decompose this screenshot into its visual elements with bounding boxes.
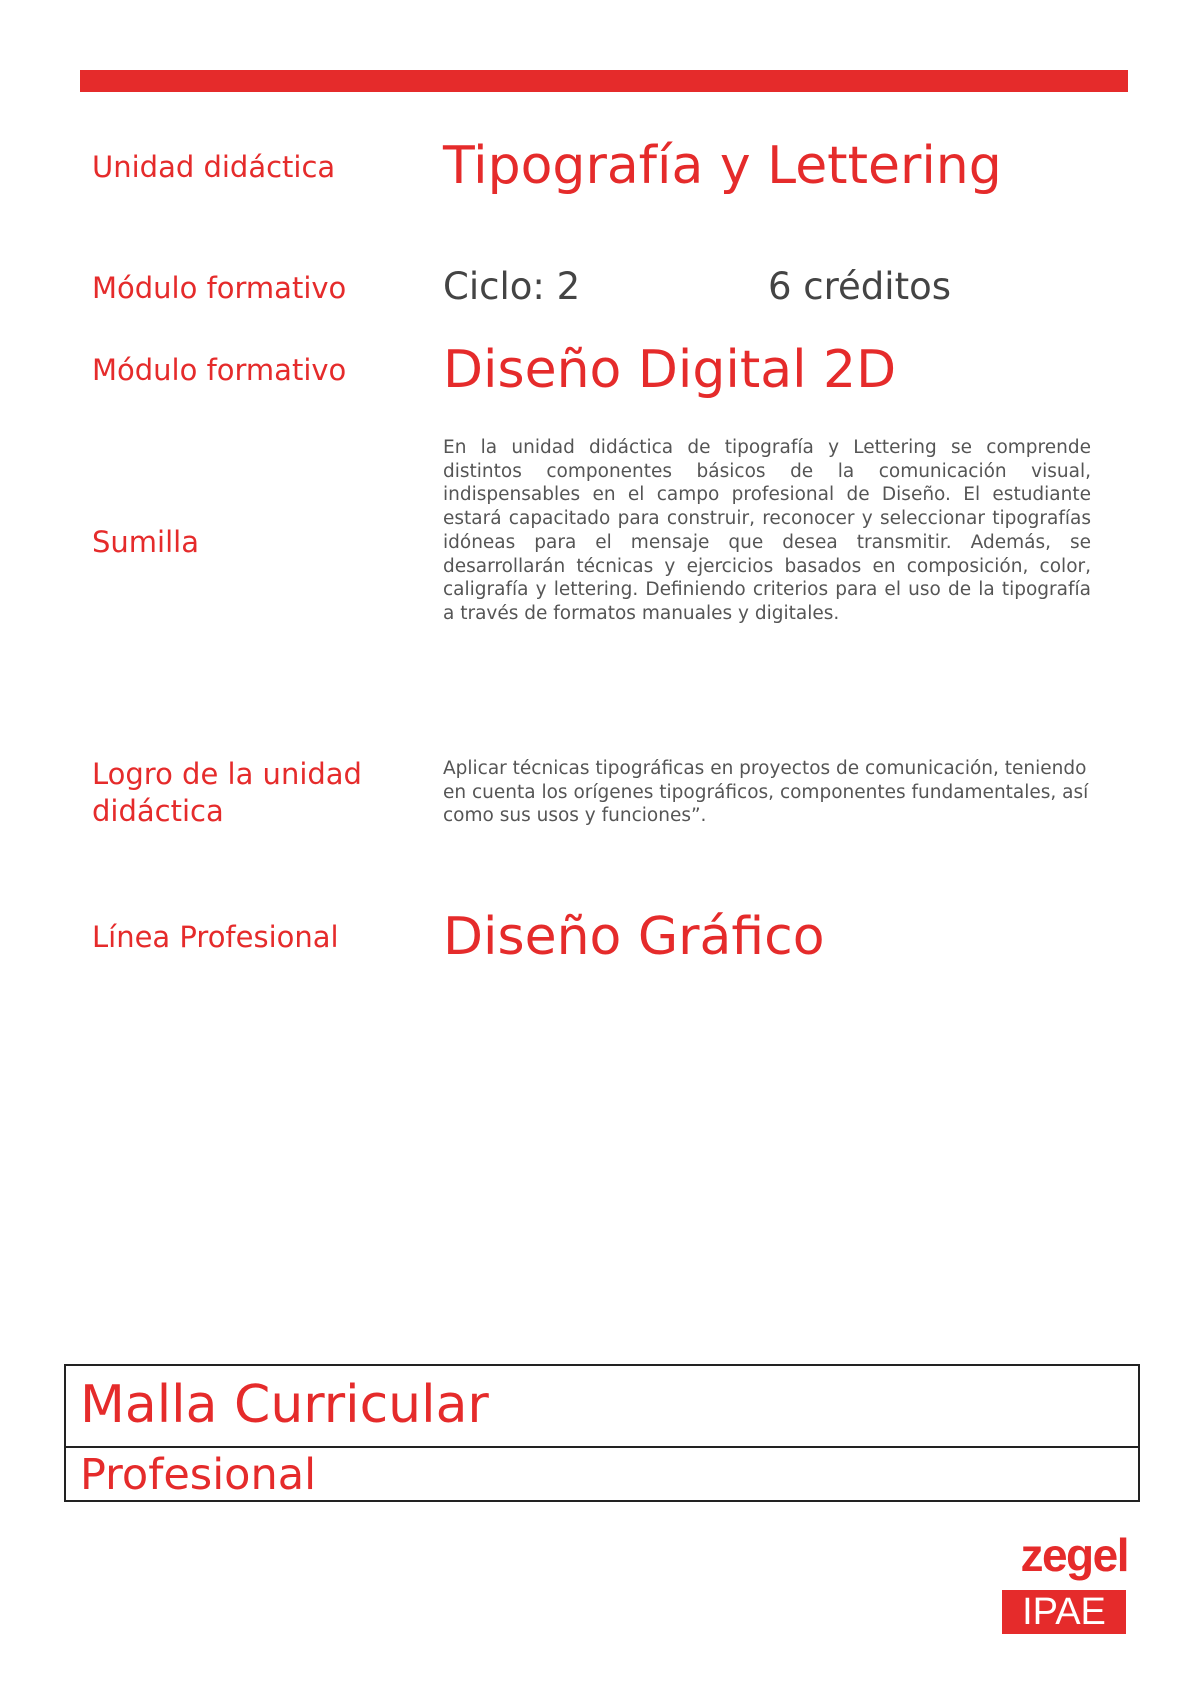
malla-subtitle: Profesional [80,1450,317,1500]
logro-text: Aplicar técnicas tipográficas en proyectos de comunicación, teniendo en cuenta los orígenes tipográficos, componentes fundamentales, así como sus usos y funciones”. [443,758,1089,827]
creditos-value: 6 créditos [768,265,951,308]
ipae-logo-box: IPAE [1002,1590,1126,1634]
malla-curricular-box [64,1364,1140,1502]
modulo-label-2: Módulo formativo [92,353,347,387]
unidad-label: Unidad didáctica [92,150,336,184]
malla-title: Malla Curricular [80,1375,489,1435]
logro-label-line1: Logro de la unidad [92,757,362,791]
modulo-value: Diseño Digital 2D [443,340,897,400]
zegel-logo-word: zegel [1020,1529,1128,1581]
sumilla-text: En la unidad didáctica de tipografía y Lettering se comprende distintos componentes básicos de la comunicación visual, indispensables en el campo profesional de Diseño. El estudiante estará capacitado para construir, reconocer y seleccionar tipografías idóneas para el mensaje que desea transmitir. Además, se desarrollarán técnicas y ejercicios basados en composición, color, caligrafía y lettering. Definiendo criterios para el uso de la tipografía a través de formatos manuales y digitales. [443,437,1091,624]
linea-value: Diseño Gráfico [443,907,825,967]
malla-title-row [66,1366,1138,1448]
logro-label-line2: didáctica [92,794,224,828]
sumilla-label: Sumilla [92,525,199,559]
ciclo-value: Ciclo: 2 [443,265,581,308]
top-accent-bar [80,70,1128,92]
modulo-label-1: Módulo formativo [92,271,347,305]
unidad-value: Tipografía y Lettering [443,136,1002,196]
linea-label: Línea Profesional [92,920,339,954]
